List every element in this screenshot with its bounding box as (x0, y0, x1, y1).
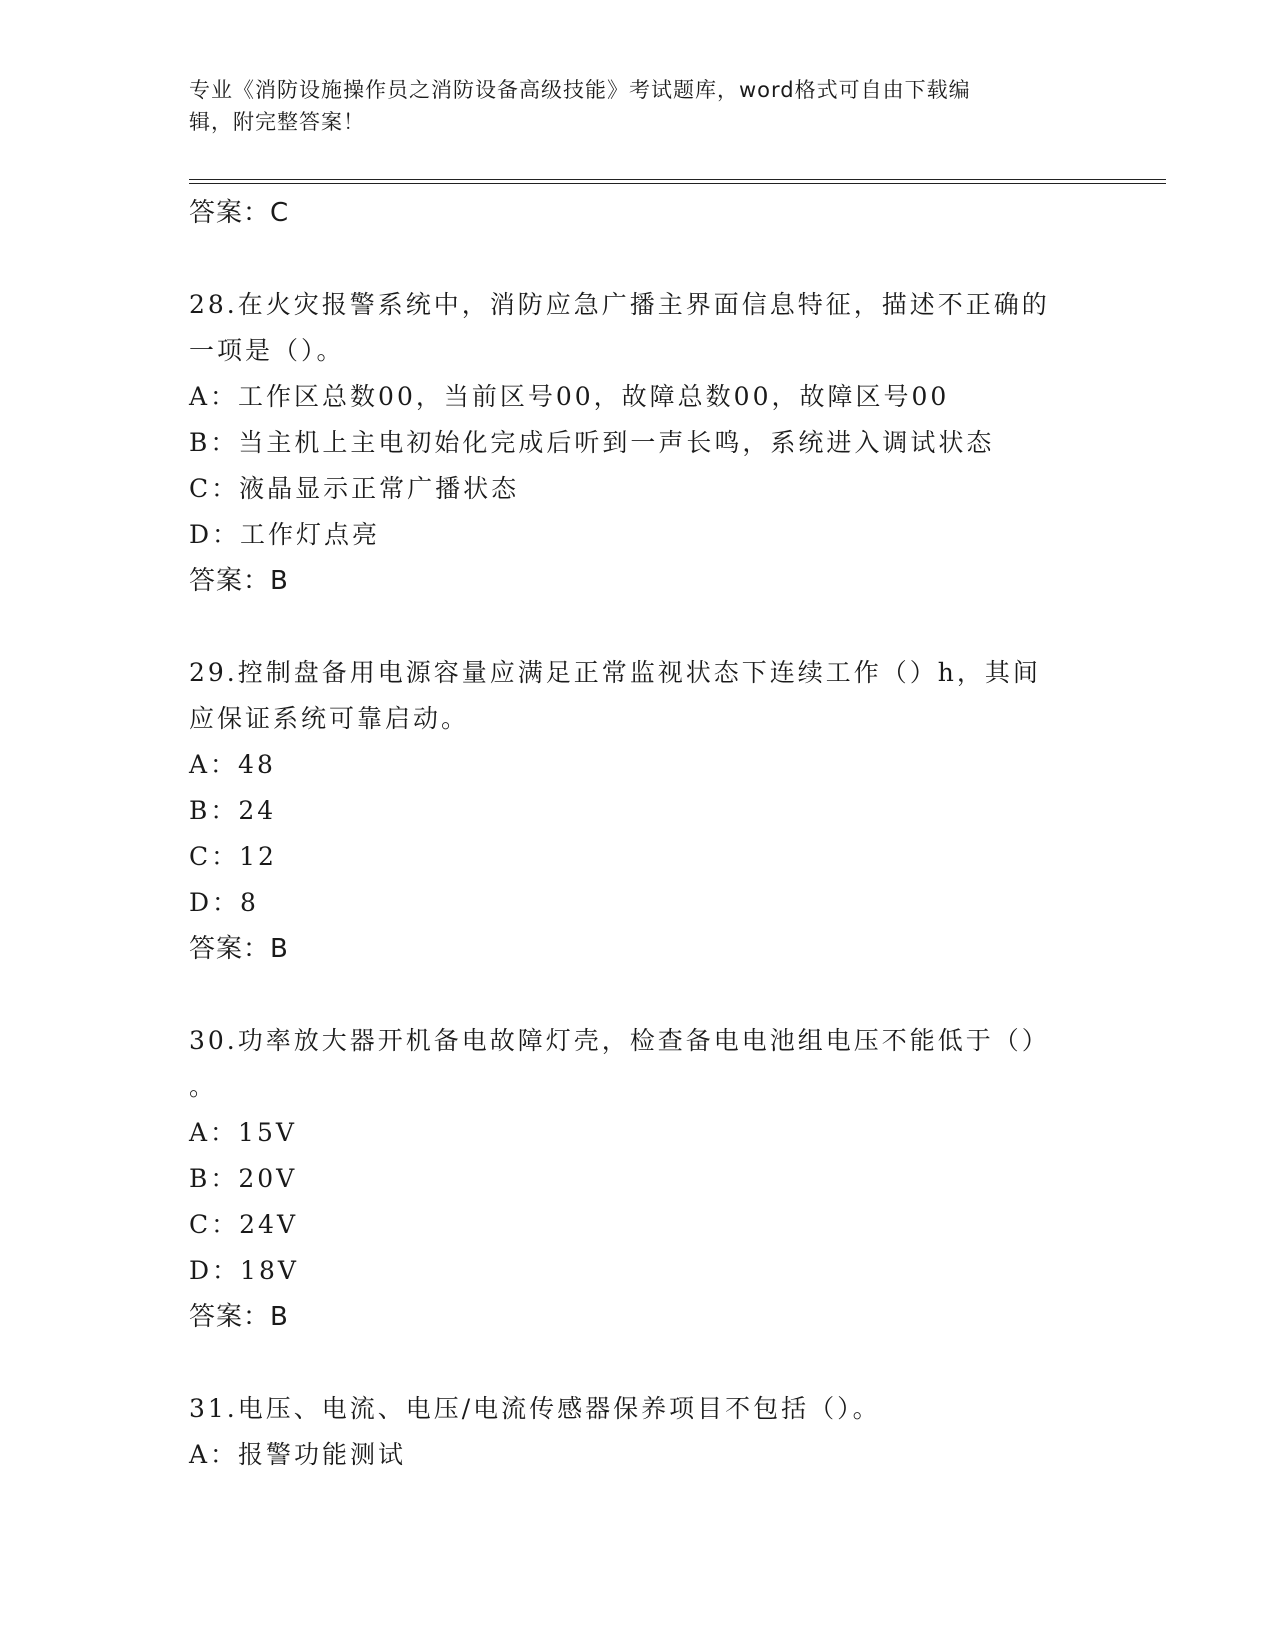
question-stem-line: 。 (189, 1072, 218, 1101)
option-a: A：15V (189, 1118, 297, 1147)
answer: 答案：B (189, 1302, 289, 1332)
option-d: D：8 (189, 888, 259, 917)
option-d: D：工作灯点亮 (189, 520, 381, 549)
option-a: A：工作区总数00，当前区号00，故障总数00，故障区号00 (189, 382, 950, 411)
option-c: C：24V (189, 1210, 298, 1239)
question-29 (189, 650, 1089, 972)
option-d: D：18V (189, 1256, 299, 1285)
header-double-rule (189, 179, 1166, 184)
answer: 答案：B (189, 566, 289, 596)
previous-answer: 答案：C (189, 198, 290, 228)
option-b: B：20V (189, 1164, 298, 1193)
document-body (189, 190, 1089, 1478)
option-b: B：24 (189, 796, 277, 825)
question-stem-line: 一项是（）。 (189, 336, 345, 365)
question-stem-line: 31.电压、电流、电压/电流传感器保养项目不包括（）。 (189, 1394, 881, 1423)
question-stem-line: 28.在火灾报警系统中，消防应急广播主界面信息特征，描述不正确的 (189, 290, 1050, 319)
question-31 (189, 1386, 1089, 1478)
option-a: A：报警功能测试 (189, 1440, 407, 1469)
header-line-1: 专业《消防设施操作员之消防设备高级技能》考试题库，word格式可自由下载编 (189, 78, 971, 102)
question-30 (189, 1018, 1089, 1340)
question-stem-line: 29.控制盘备用电源容量应满足正常监视状态下连续工作（）h，其间 (189, 658, 1041, 687)
header-line-2: 辑，附完整答案！ (189, 110, 365, 134)
question-stem-line: 30.功率放大器开机备电故障灯壳，检查备电电池组电压不能低于（） (189, 1026, 1050, 1055)
question-28 (189, 282, 1089, 604)
page-header (189, 74, 1089, 138)
spacer (189, 236, 1089, 282)
spacer (189, 972, 1089, 1018)
question-stem-line: 应保证系统可靠启动。 (189, 704, 470, 733)
spacer (189, 1340, 1089, 1386)
option-a: A：48 (189, 750, 276, 779)
spacer (189, 604, 1089, 650)
answer: 答案：B (189, 934, 289, 964)
option-b: B：当主机上主电初始化完成后听到一声长鸣，系统进入调试状态 (189, 428, 995, 457)
option-c: C：12 (189, 842, 277, 871)
option-c: C：液晶显示正常广播状态 (189, 474, 520, 503)
